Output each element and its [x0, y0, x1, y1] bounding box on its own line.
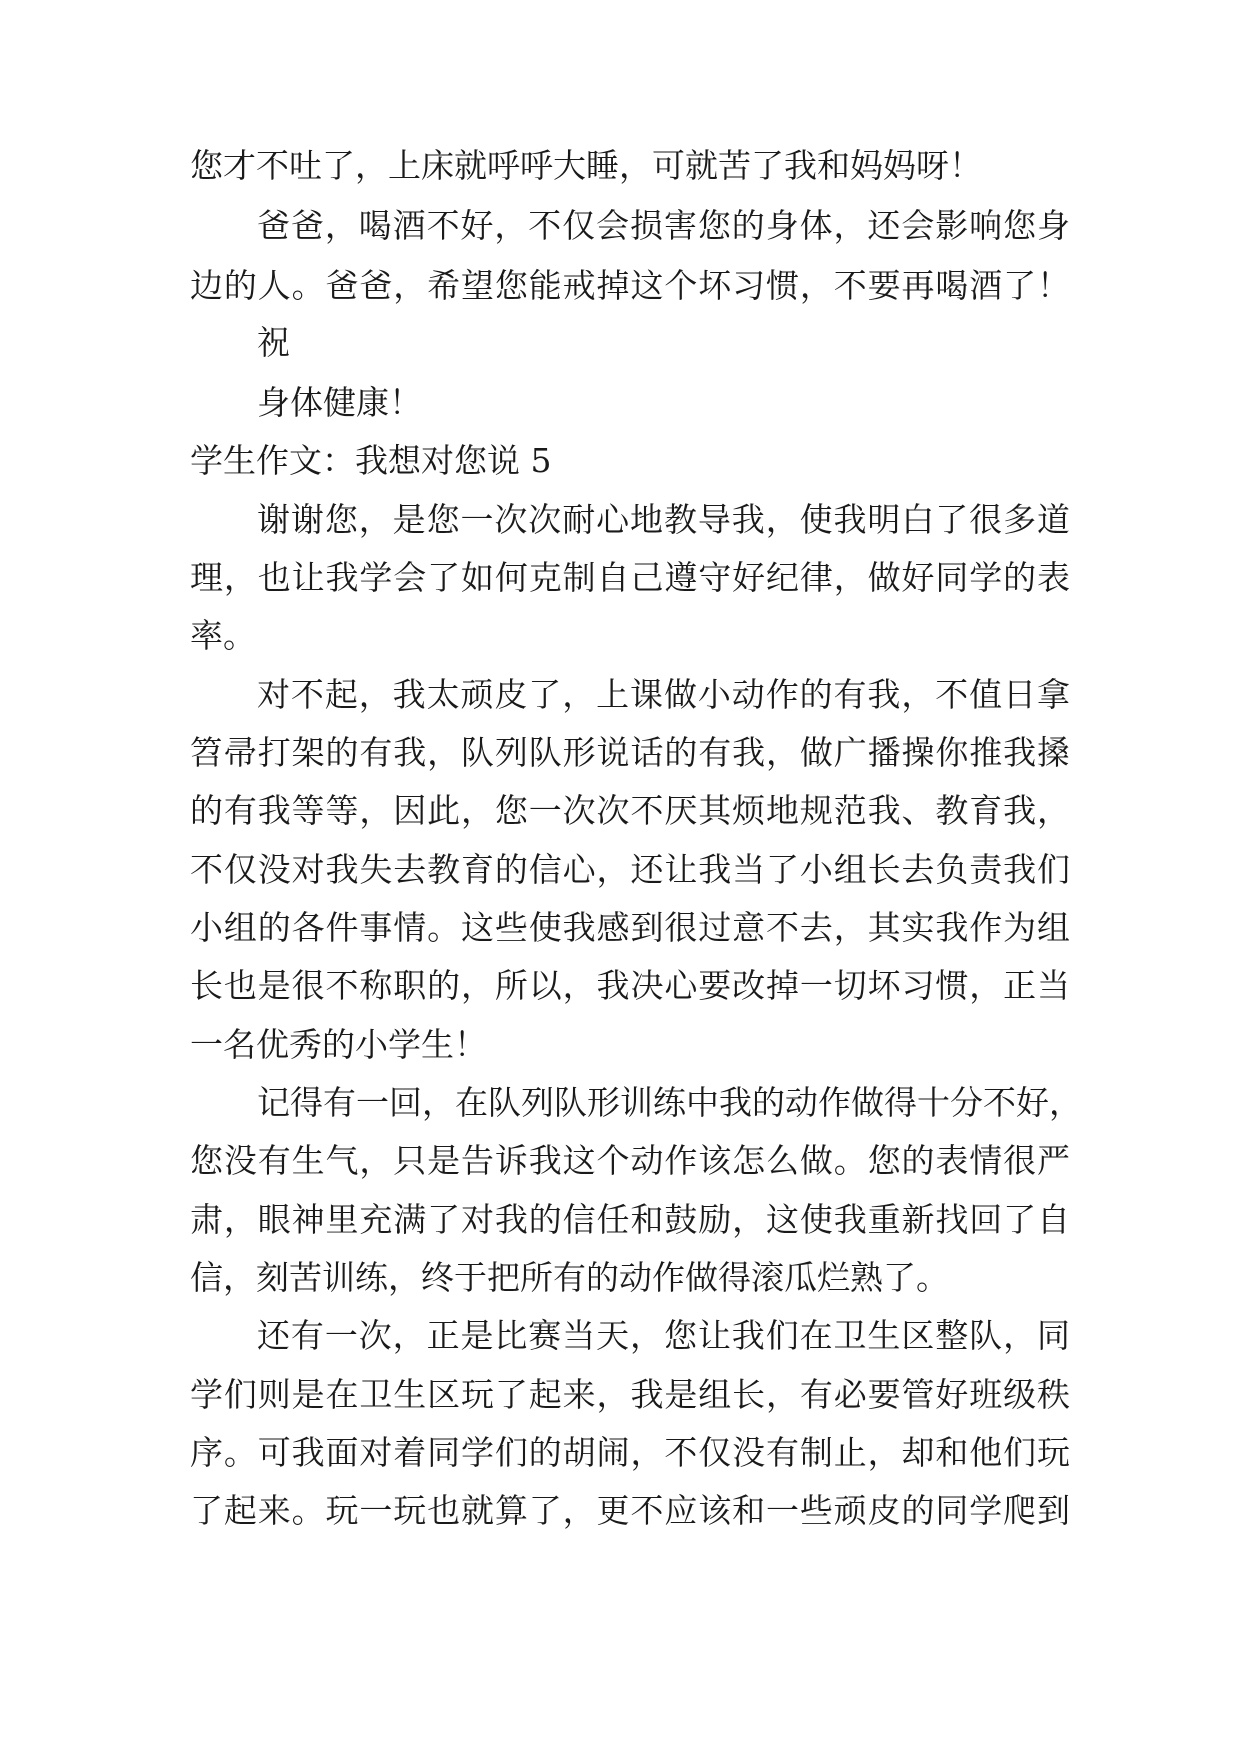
text-line: 理，也让我学会了如何克制自己遵守好纪律，做好同学的表: [190, 558, 1070, 597]
text-line: 肃，眼神里充满了对我的信任和鼓励，这使我重新找回了自: [190, 1200, 1070, 1239]
text-line: 笤帚打架的有我，队列队形说话的有我，做广播操你推我搡: [190, 733, 1070, 772]
text-line: 学们则是在卫生区玩了起来，我是组长，有必要管好班级秩: [190, 1375, 1070, 1414]
text-line: 一名优秀的小学生！: [190, 1025, 487, 1064]
text-line: 率。: [190, 616, 256, 655]
text-line: 谢谢您，是您一次次耐心地教导我，使我明白了很多道: [257, 500, 1070, 539]
text-line: 您才不吐了，上床就呼呼大睡，可就苦了我和妈妈呀！: [190, 146, 982, 185]
text-line: 您没有生气，只是告诉我这个动作该怎么做。您的表情很严: [190, 1141, 1070, 1180]
text-line: 的有我等等，因此，您一次次不厌其烦地规范我、教育我，: [190, 791, 1070, 830]
text-line: 记得有一回，在队列队形训练中我的动作做得十分不好，: [257, 1083, 1082, 1122]
text-line: 爸爸，喝酒不好，不仅会损害您的身体，还会影响您身: [257, 206, 1070, 245]
text-line: 序。可我面对着同学们的胡闹，不仅没有制止，却和他们玩: [190, 1433, 1070, 1472]
text-line: 还有一次，正是比赛当天，您让我们在卫生区整队，同: [257, 1316, 1070, 1355]
text-line: 祝: [257, 323, 290, 362]
text-line: 了起来。玩一玩也就算了，更不应该和一些顽皮的同学爬到: [190, 1491, 1070, 1530]
text-line: 身体健康！: [257, 383, 422, 422]
text-line: 长也是很不称职的，所以，我决心要改掉一切坏习惯，正当: [190, 966, 1070, 1005]
text-line: 小组的各件事情。这些使我感到很过意不去，其实我作为组: [190, 908, 1070, 947]
text-line: 边的人。爸爸，希望您能戒掉这个坏习惯，不要再喝酒了！: [190, 266, 1070, 305]
text-line: 信，刻苦训练，终于把所有的动作做得滚瓜烂熟了。: [190, 1258, 949, 1297]
text-line: 对不起，我太顽皮了，上课做小动作的有我，不值日拿: [257, 675, 1070, 714]
section-heading: 学生作文：我想对您说 5: [190, 441, 552, 480]
text-line: 不仅没对我失去教育的信心，还让我当了小组长去负责我们: [190, 850, 1070, 889]
